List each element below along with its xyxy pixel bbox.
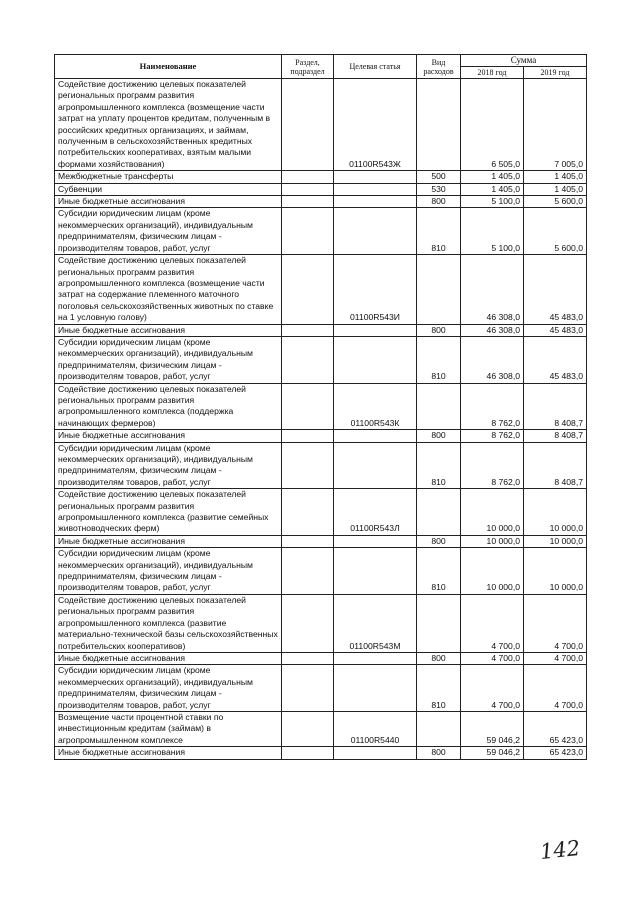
table-row <box>55 535 587 547</box>
table-row <box>55 383 587 430</box>
row-section <box>282 208 334 255</box>
row-expense: 800 <box>417 324 461 336</box>
row-expense <box>417 594 461 652</box>
row-sum-2018: 1 405,0 <box>461 183 524 195</box>
row-sum-2019: 4 700,0 <box>524 652 587 664</box>
row-target <box>334 183 417 195</box>
header-target: Целевая статья <box>334 55 417 79</box>
row-section <box>282 196 334 208</box>
table-row <box>55 442 587 489</box>
row-expense: 800 <box>417 430 461 442</box>
table-row <box>55 548 587 595</box>
row-name: Субсидии юридическим лицам (кроме некоммерческих организаций), индивидуальным предпринимателям, физическим лицам - производителям товаров, работ, услуг <box>55 665 282 712</box>
row-target <box>334 442 417 489</box>
row-target: 01100R543И <box>334 255 417 324</box>
table-row <box>55 196 587 208</box>
row-sum-2019: 45 483,0 <box>524 255 587 324</box>
row-expense: 810 <box>417 208 461 255</box>
page-number: 142 <box>538 835 582 865</box>
row-section <box>282 535 334 547</box>
row-expense <box>417 79 461 171</box>
row-target <box>334 665 417 712</box>
table-row <box>55 594 587 652</box>
row-sum-2018: 10 000,0 <box>461 489 524 536</box>
table-row <box>55 171 587 183</box>
row-name: Межбюджетные трансферты <box>55 171 282 183</box>
row-name: Субсидии юридическим лицам (кроме некоммерческих организаций), индивидуальным предпринимателям, физическим лицам - производителям товаров, работ, услуг <box>55 442 282 489</box>
row-name: Содействие достижению целевых показателей региональных программ развития агропромышленного комплекса (развитие семейных животноводческих ферм) <box>55 489 282 536</box>
row-sum-2019: 45 483,0 <box>524 336 587 383</box>
row-section <box>282 430 334 442</box>
row-sum-2018: 1 405,0 <box>461 171 524 183</box>
row-section <box>282 324 334 336</box>
row-section <box>282 711 334 746</box>
row-target <box>334 208 417 255</box>
row-name: Субсидии юридическим лицам (кроме некоммерческих организаций), индивидуальным предпринимателям, физическим лицам - производителям товаров, работ, услуг <box>55 336 282 383</box>
row-target <box>334 336 417 383</box>
table-row <box>55 255 587 324</box>
row-expense: 810 <box>417 442 461 489</box>
table-row <box>55 747 587 759</box>
row-target <box>334 548 417 595</box>
table-row <box>55 208 587 255</box>
row-sum-2018: 10 000,0 <box>461 548 524 595</box>
row-section <box>282 79 334 171</box>
row-section <box>282 171 334 183</box>
row-sum-2018: 59 046,2 <box>461 747 524 759</box>
row-expense: 800 <box>417 196 461 208</box>
row-sum-2018: 46 308,0 <box>461 255 524 324</box>
table-row <box>55 183 587 195</box>
row-sum-2019: 4 700,0 <box>524 665 587 712</box>
row-section <box>282 489 334 536</box>
header-2018: 2018 год <box>461 67 524 79</box>
table-row <box>55 665 587 712</box>
row-sum-2018: 6 505,0 <box>461 79 524 171</box>
row-expense: 810 <box>417 548 461 595</box>
row-section <box>282 665 334 712</box>
row-section <box>282 747 334 759</box>
row-sum-2019: 4 700,0 <box>524 594 587 652</box>
row-expense: 800 <box>417 747 461 759</box>
row-sum-2018: 59 046,2 <box>461 711 524 746</box>
row-section <box>282 255 334 324</box>
row-target <box>334 430 417 442</box>
row-name: Иные бюджетные ассигнования <box>55 324 282 336</box>
row-name: Субвенции <box>55 183 282 195</box>
row-sum-2019: 8 408,7 <box>524 383 587 430</box>
row-section <box>282 652 334 664</box>
row-expense: 500 <box>417 171 461 183</box>
row-sum-2019: 65 423,0 <box>524 747 587 759</box>
row-sum-2018: 5 100,0 <box>461 208 524 255</box>
header-sum: Сумма <box>461 55 587 67</box>
row-sum-2018: 46 308,0 <box>461 324 524 336</box>
header-section: Раздел, подраздел <box>282 55 334 79</box>
row-target: 01100R543К <box>334 383 417 430</box>
row-name: Содействие достижению целевых показателей региональных программ развития агропромышленного комплекса (возмещение части затрат на уплату процентов кредитам, полученным в российских кредитных организациях, и займам, полученным в сельскохозяйственных кредитных потребительских кооперативах, взятым малыми формами хозяйствования) <box>55 79 282 171</box>
row-section <box>282 442 334 489</box>
row-sum-2019: 65 423,0 <box>524 711 587 746</box>
row-name: Содействие достижению целевых показателей региональных программ развития агропромышленного комплекса (возмещение части затрат на содержание племенного маточного поголовья сельскохозяйственных животных по ставке на 1 условную голову) <box>55 255 282 324</box>
header-name: Наименование <box>55 55 282 79</box>
row-sum-2018: 10 000,0 <box>461 535 524 547</box>
row-expense <box>417 489 461 536</box>
row-sum-2019: 10 000,0 <box>524 535 587 547</box>
row-target: 01100R543М <box>334 594 417 652</box>
row-expense: 810 <box>417 665 461 712</box>
row-sum-2019: 8 408,7 <box>524 430 587 442</box>
row-target: 01100R543Ж <box>334 79 417 171</box>
row-sum-2019: 1 405,0 <box>524 183 587 195</box>
table-body <box>55 79 587 760</box>
row-section <box>282 594 334 652</box>
table-row <box>55 336 587 383</box>
row-target <box>334 196 417 208</box>
row-sum-2018: 8 762,0 <box>461 442 524 489</box>
budget-table <box>54 54 587 760</box>
row-target <box>334 535 417 547</box>
row-expense: 810 <box>417 336 461 383</box>
table-row <box>55 430 587 442</box>
table-row <box>55 652 587 664</box>
table-row <box>55 324 587 336</box>
row-expense: 800 <box>417 535 461 547</box>
row-target <box>334 747 417 759</box>
row-target: 01100R543Л <box>334 489 417 536</box>
row-name: Содействие достижению целевых показателей региональных программ развития агропромышленного комплекса (поддержка начинающих фермеров) <box>55 383 282 430</box>
row-sum-2018: 4 700,0 <box>461 665 524 712</box>
row-expense: 530 <box>417 183 461 195</box>
row-section <box>282 183 334 195</box>
row-sum-2018: 8 762,0 <box>461 430 524 442</box>
header-2019: 2019 год <box>524 67 587 79</box>
table-row <box>55 711 587 746</box>
row-target <box>334 171 417 183</box>
row-name: Иные бюджетные ассигнования <box>55 535 282 547</box>
row-target <box>334 324 417 336</box>
table-row <box>55 489 587 536</box>
row-target: 01100R5440 <box>334 711 417 746</box>
row-expense: 800 <box>417 652 461 664</box>
row-name: Возмещение части процентной ставки по инвестиционным кредитам (займам) в агропромышленном комплексе <box>55 711 282 746</box>
row-section <box>282 548 334 595</box>
row-sum-2019: 7 005,0 <box>524 79 587 171</box>
row-section <box>282 383 334 430</box>
row-name: Иные бюджетные ассигнования <box>55 196 282 208</box>
row-name: Иные бюджетные ассигнования <box>55 430 282 442</box>
row-sum-2019: 10 000,0 <box>524 489 587 536</box>
row-name: Иные бюджетные ассигнования <box>55 652 282 664</box>
row-sum-2018: 5 100,0 <box>461 196 524 208</box>
row-name: Субсидии юридическим лицам (кроме некоммерческих организаций), индивидуальным предпринимателям, физическим лицам - производителям товаров, работ, услуг <box>55 548 282 595</box>
row-sum-2019: 45 483,0 <box>524 324 587 336</box>
row-expense <box>417 255 461 324</box>
row-sum-2018: 46 308,0 <box>461 336 524 383</box>
row-target <box>334 652 417 664</box>
row-sum-2018: 4 700,0 <box>461 594 524 652</box>
row-sum-2019: 5 600,0 <box>524 208 587 255</box>
table-row <box>55 79 587 171</box>
row-name: Содействие достижению целевых показателей региональных программ развития агропромышленного комплекса (развитие материально-технической базы сельскохозяйственных потребительских кооперативов) <box>55 594 282 652</box>
header-expense: Вид расходов <box>417 55 461 79</box>
row-sum-2019: 1 405,0 <box>524 171 587 183</box>
row-name: Субсидии юридическим лицам (кроме некоммерческих организаций), индивидуальным предпринимателям, физическим лицам - производителям товаров, работ, услуг <box>55 208 282 255</box>
table-header <box>55 55 587 79</box>
row-sum-2019: 8 408,7 <box>524 442 587 489</box>
row-expense <box>417 383 461 430</box>
row-expense <box>417 711 461 746</box>
row-sum-2018: 4 700,0 <box>461 652 524 664</box>
row-section <box>282 336 334 383</box>
row-sum-2018: 8 762,0 <box>461 383 524 430</box>
row-name: Иные бюджетные ассигнования <box>55 747 282 759</box>
row-sum-2019: 5 600,0 <box>524 196 587 208</box>
row-sum-2019: 10 000,0 <box>524 548 587 595</box>
